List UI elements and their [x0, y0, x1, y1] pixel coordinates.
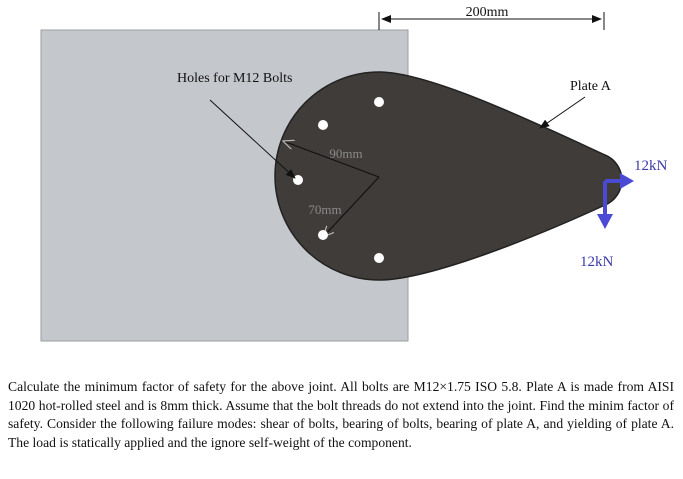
dim-label-200: 200mm [465, 5, 509, 20]
load-label-horizontal: 12kN [634, 158, 668, 174]
load-label-vertical: 12kN [580, 254, 614, 270]
load-arrowhead-horizontal [620, 173, 634, 189]
leader-plate-a [540, 97, 585, 128]
load-arrowhead-vertical [597, 214, 613, 229]
bolt-hole [318, 120, 328, 130]
label-holes: Holes for M12 Bolts [177, 71, 293, 86]
dim-label-90: 90mm [329, 146, 363, 161]
label-plate-a: Plate A [570, 79, 611, 94]
dim-label-70: 70mm [308, 202, 342, 217]
plate-a [275, 72, 622, 280]
bolt-hole [318, 230, 328, 240]
problem-statement: Calculate the minimum factor of safety for the above joint. All bolts are M12×1.75 ISO 5.8. Plate A is made from AISI 1020 hot-rolled steel and is 8mm thick. Assume that the bolt threads do not extend into the joint. Find the minim factor of safety. Consider the following failure modes: shear of bolts, bearing of bolts, bearing of plate A, and yielding of plate A. The load is statically applied and the ignore self-weight of the component. [8, 379, 674, 450]
bolt-hole [293, 175, 303, 185]
bolt-hole [374, 253, 384, 263]
bolt-hole [374, 97, 384, 107]
